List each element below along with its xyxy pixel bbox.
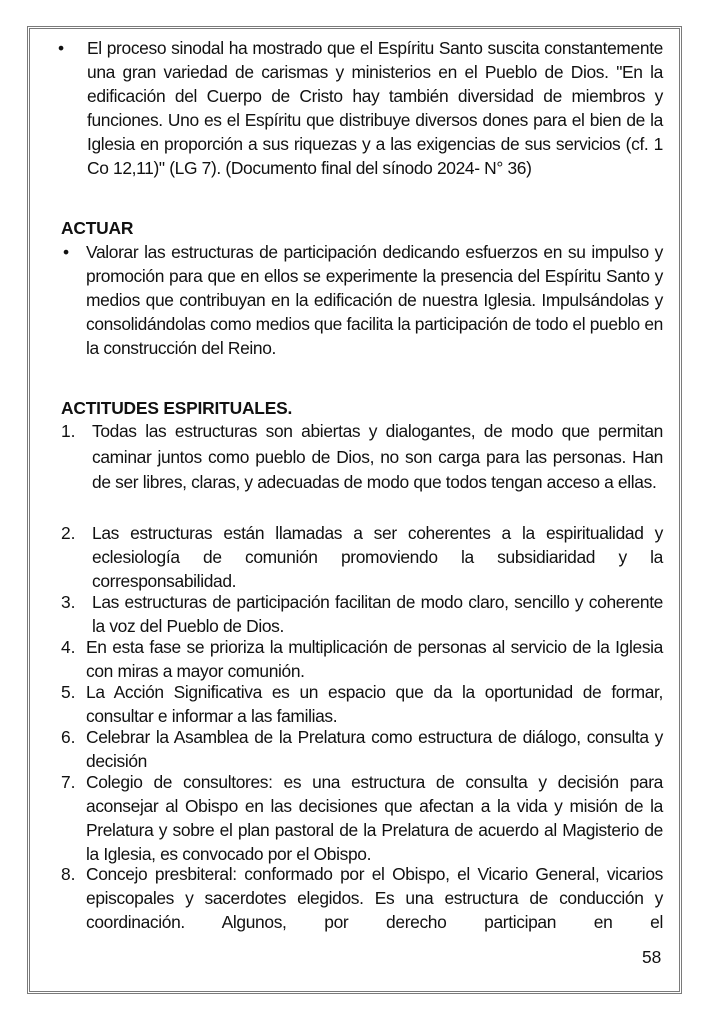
page-number: 58 — [642, 947, 662, 967]
list-item-text: Las estructuras están llamadas a ser coherentes a la espiritualidad y eclesiología de comunión promoviendo la subsidiaridad y la corresponsabilidad. — [92, 523, 663, 591]
section-heading-actitudes: ACTITUDES ESPIRITUALES. — [61, 398, 293, 418]
section-heading-actuar: ACTUAR — [61, 218, 134, 238]
list-number: 4. — [61, 637, 76, 657]
list-number: 1. — [61, 421, 76, 441]
list-number: 3. — [61, 592, 76, 612]
intro-bullet-text: El proceso sinodal ha mostrado que el Espíritu Santo suscita constantemente una gran variedad de carismas y ministerios en el Pueblo de Dios. "En la edificación del Cuerpo de Cristo hay también diversidad de miembros y funciones. Uno es el Espíritu que distribuye diversos dones para el bien de la Iglesia en proporción a sus riquezas y a las exigencias de sus servicios (cf. 1 Co 12,11)" (LG 7). (Documento final del sínodo 2024- N° 36) — [87, 38, 663, 178]
list-number: 5. — [61, 682, 76, 702]
list-number: 2. — [61, 523, 76, 543]
bullet-icon: • — [58, 38, 65, 58]
list-item-text: Celebrar la Asamblea de la Prelatura como estructura de diálogo, consulta y decisión — [86, 727, 663, 771]
list-number: 6. — [61, 727, 76, 747]
bullet-icon: • — [63, 242, 70, 262]
list-number: 8. — [61, 864, 76, 884]
list-item-text: En esta fase se prioriza la multiplicación de personas al servicio de la Iglesia con miras a mayor comunión. — [86, 637, 663, 681]
list-item-text: Todas las estructuras son abiertas y dialogantes, de modo que permitan caminar juntos como pueblo de Dios, no son carga para las personas. Han de ser libres, claras, y adecuadas de modo que todos tengan acceso a ellas. — [92, 421, 663, 492]
list-item-text: Concejo presbiteral: conformado por el Obispo, el Vicario General, vicarios episcopales y sacerdotes elegidos. Es una estructura de conducción y coordinación. Algunos, por derecho participan en el — [86, 864, 663, 932]
list-item-text: Las estructuras de participación facilitan de modo claro, sencillo y coherente la voz del Pueblo de Dios. — [92, 592, 663, 636]
list-number: 7. — [61, 772, 76, 792]
actuar-bullet-text: Valorar las estructuras de participación dedicando esfuerzos en su impulso y promoción para que en ellos se experimente la presencia del Espíritu Santo y medios que contribuyan en la edificación de nuestra Iglesia. Impulsándolas y consolidándolas como medios que facilita la participación de todo el pueblo en la construcción del Reino. — [86, 242, 663, 358]
list-item-text: La Acción Significativa es un espacio que da la oportunidad de formar, consultar e informar a las familias. — [86, 682, 663, 726]
list-item-text: Colegio de consultores: es una estructura de consulta y decisión para aconsejar al Obispo en las decisiones que afectan a la vida y misión de la Prelatura y sobre el plan pastoral de la Prelatura de acuerdo al Magisterio de la Iglesia, es convocado por el Obispo. — [86, 772, 663, 864]
